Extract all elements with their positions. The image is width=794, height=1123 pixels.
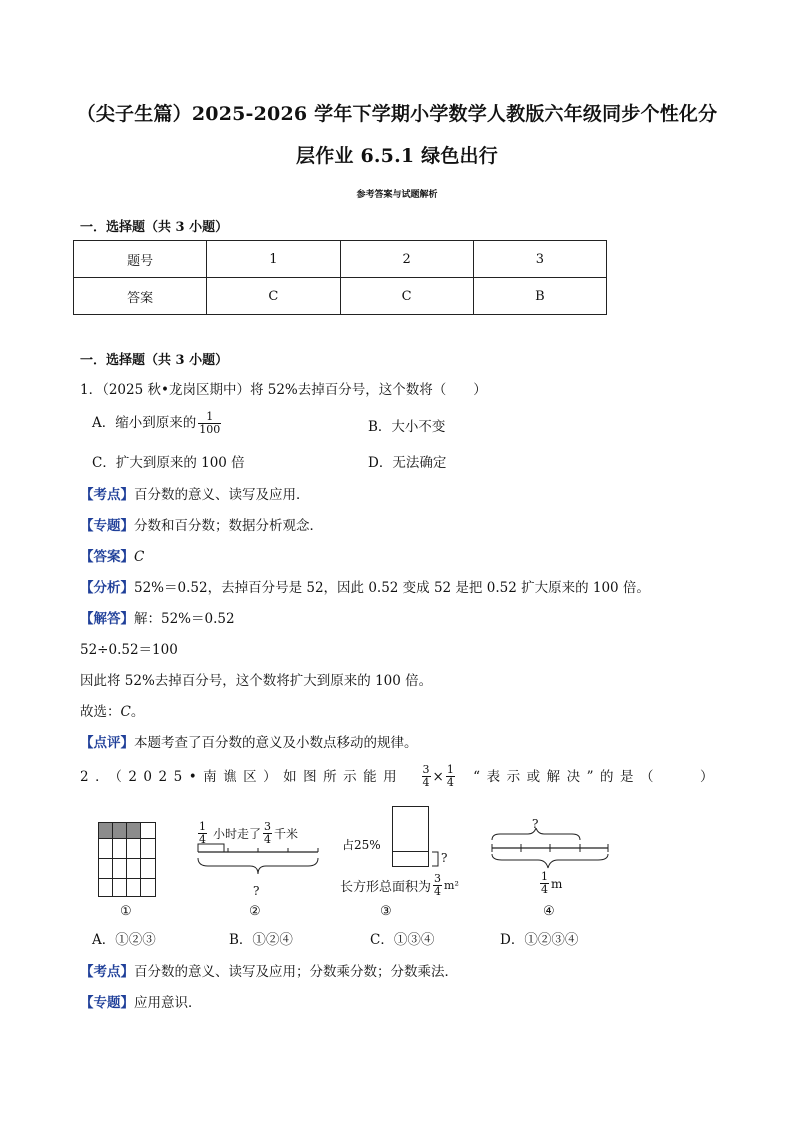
section-heading: 一．选择题（共 3 小题） <box>80 220 229 235</box>
fraction: $\frac{3}{4}$ <box>422 763 430 789</box>
fraction: $\frac{1}{100}$ <box>199 410 221 436</box>
question-mark: ? <box>441 851 448 865</box>
doc-title-line1: （尖子生篇）2025-2026 学年下学期小学数学人教版六年级同步个性化分 <box>76 103 718 125</box>
bottom-brace <box>198 858 318 874</box>
figure-1-grid <box>98 822 158 900</box>
table-cell: 3 <box>473 241 606 278</box>
table-row <box>74 278 607 315</box>
figure-label: ① <box>120 904 132 919</box>
top-brace <box>492 828 580 840</box>
q1-option-a: A．缩小到原来的 $\frac{1}{100}$ <box>92 410 221 436</box>
q1-daan: 【答案】C <box>80 549 145 565</box>
question-mark: ? <box>532 817 539 831</box>
table-cell: 答案 <box>74 278 207 315</box>
percent-label: 占25% <box>342 838 381 852</box>
question-2-stem: 2．（2025•南谯区）如图所示能用 $\frac{3}{4}$ × $\frac{1}{4}$ “表示或解决”的是（ ） <box>80 763 720 789</box>
figure-2-label: $\frac{1}{4}$ 小时走了 $\frac{3}{4}$ 千米 <box>199 820 299 846</box>
answer-table <box>73 240 607 315</box>
q1-option-d: D．无法确定 <box>368 455 447 471</box>
q1-zhuanti: 【专题】分数和百分数；数据分析观念． <box>80 518 323 534</box>
figure-label: ② <box>249 904 261 919</box>
figure-4-length: $\frac{1}{4}$ m <box>541 870 563 896</box>
section-heading: 一．选择题（共 3 小题） <box>80 353 229 368</box>
figure-label: ③ <box>380 904 392 919</box>
q2-option-d: D．①②③④ <box>500 932 579 948</box>
q2-option-a: A．①②③ <box>92 932 156 948</box>
q1-dianping: 【点评】本题考查了百分数的意义及小数点移动的规律。 <box>80 735 418 751</box>
grid-shaded-cells <box>99 823 141 839</box>
table-cell: B <box>473 278 606 315</box>
q1-calc: 52÷0.52＝100 <box>80 642 178 658</box>
top-bracket <box>198 844 224 852</box>
table-cell: C <box>207 278 340 315</box>
q2-option-b: B．①②④ <box>229 932 293 948</box>
q2-option-c: C．①③④ <box>370 932 435 948</box>
doc-subtitle: 参考答案与试题解析 <box>356 190 438 200</box>
q1-conclusion: 因此将 52%去掉百分号，这个数将扩大到原来的 100 倍。 <box>80 673 433 689</box>
figure-label: ④ <box>543 904 555 919</box>
fraction: $\frac{1}{4}$ <box>541 870 548 896</box>
question-mark: ? <box>253 884 260 898</box>
bottom-brace <box>492 854 608 868</box>
fraction: $\frac{3}{4}$ <box>264 820 272 846</box>
doc-title-line2: 层作业 6.5.1 绿色出行 <box>296 145 498 167</box>
table-cell: 2 <box>340 241 473 278</box>
figure-4-segment <box>488 828 614 872</box>
q1-jieda: 【解答】解：52%＝0.52 <box>80 611 235 627</box>
q2-zhuanti: 【专题】应用意识． <box>80 995 202 1011</box>
table-cell: 1 <box>207 241 340 278</box>
q1-guxuan: 故选：C。 <box>80 704 145 720</box>
table-cell: 题号 <box>74 241 207 278</box>
figure-2-segment <box>194 838 324 886</box>
fraction: $\frac{1}{4}$ <box>199 820 206 846</box>
fraction: $\frac{3}{4}$ <box>434 872 442 898</box>
table-row <box>74 241 607 278</box>
right-bracket <box>432 852 438 866</box>
figure-3-area: 长方形总面积为 $\frac{3}{4}$ m² <box>340 872 459 898</box>
q1-kaodian: 【考点】百分数的意义、读写及应用． <box>80 487 310 503</box>
q2-kaodian: 【考点】百分数的意义、读写及应用；分数乘分数；分数乘法． <box>80 964 458 980</box>
q1-option-b: B．大小不变 <box>368 419 446 435</box>
table-cell: C <box>340 278 473 315</box>
q1-option-c: C．扩大到原来的 100 倍 <box>92 455 245 471</box>
question-1-stem: 1．（2025 秋•龙岗区期中）将 52%去掉百分号，这个数将（ ） <box>80 382 487 398</box>
q1-fenxi: 【分析】52%＝0.52，去掉百分号是 52，因此 0.52 变成 52 是把 0.52 扩大原来的 100 倍。 <box>80 580 650 596</box>
fraction: $\frac{1}{4}$ <box>446 763 454 789</box>
